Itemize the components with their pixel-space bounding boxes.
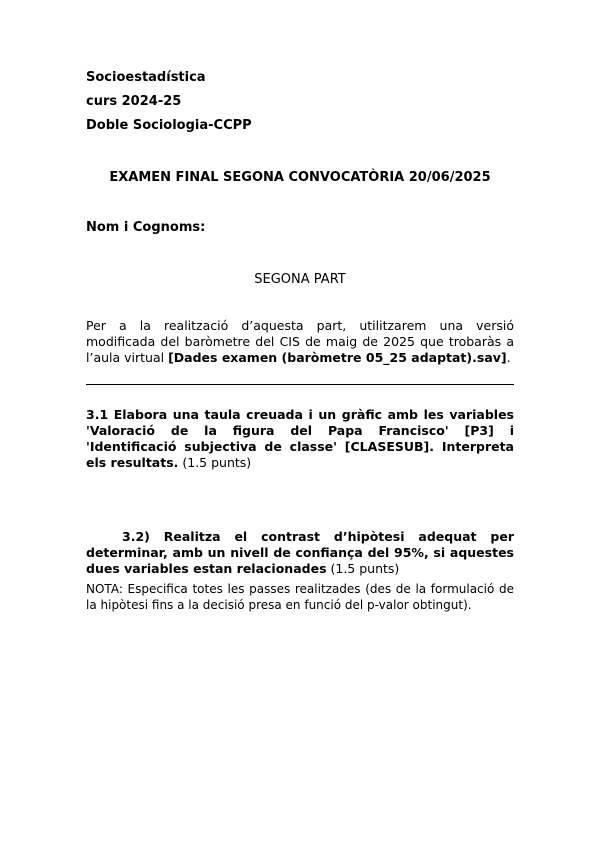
intro-text: Per a la realització d’aquesta part, utilitzarem una versió modificada del baròmetre del CIS de maig de 2025 que trobaràs a l’aula virtual <box>86 318 514 365</box>
question-3-1 <box>86 407 514 471</box>
subject-line: Socioestadística <box>86 70 206 85</box>
question-3-2-points: (1.5 punts) <box>326 561 400 576</box>
degree-line: Doble Sociologia-CCPP <box>86 118 252 133</box>
exam-title: EXAMEN FINAL SEGONA CONVOCATÒRIA 20/06/2025 <box>109 170 491 185</box>
section-divider <box>86 384 514 385</box>
part-title: SEGONA PART <box>254 272 346 287</box>
question-3-1-text: 3.1 Elabora una taula creuada i un gràfic amb les variables 'Valoració de la figura del Papa Francisco' [P3] i 'Identificació subjectiva de classe' [CLASESUB]. Interpreta els resultats. <box>86 407 514 470</box>
data-file-name: [Dades examen (baròmetre 05_25 adaptat).sav] <box>168 350 507 365</box>
name-label: Nom i Cognoms: <box>86 220 206 235</box>
intro-end: . <box>506 350 511 365</box>
exam-document <box>86 70 514 613</box>
intro-paragraph <box>86 318 514 366</box>
question-3-2 <box>86 529 514 577</box>
question-3-1-points: (1.5 punts) <box>178 455 252 470</box>
note-text: NOTA: Especifica totes les passes realitzades (des de la formulació de la hipòtesi fins a la decisió presa en funció del p-valor obtingut). <box>86 582 514 612</box>
course-line: curs 2024-25 <box>86 94 182 109</box>
question-3-2-text: 3.2) Realitza el contrast d’hipòtesi adequat per determinar, amb un nivell de confiança del 95%, si aquestes dues variables estan relacionades <box>86 529 514 576</box>
